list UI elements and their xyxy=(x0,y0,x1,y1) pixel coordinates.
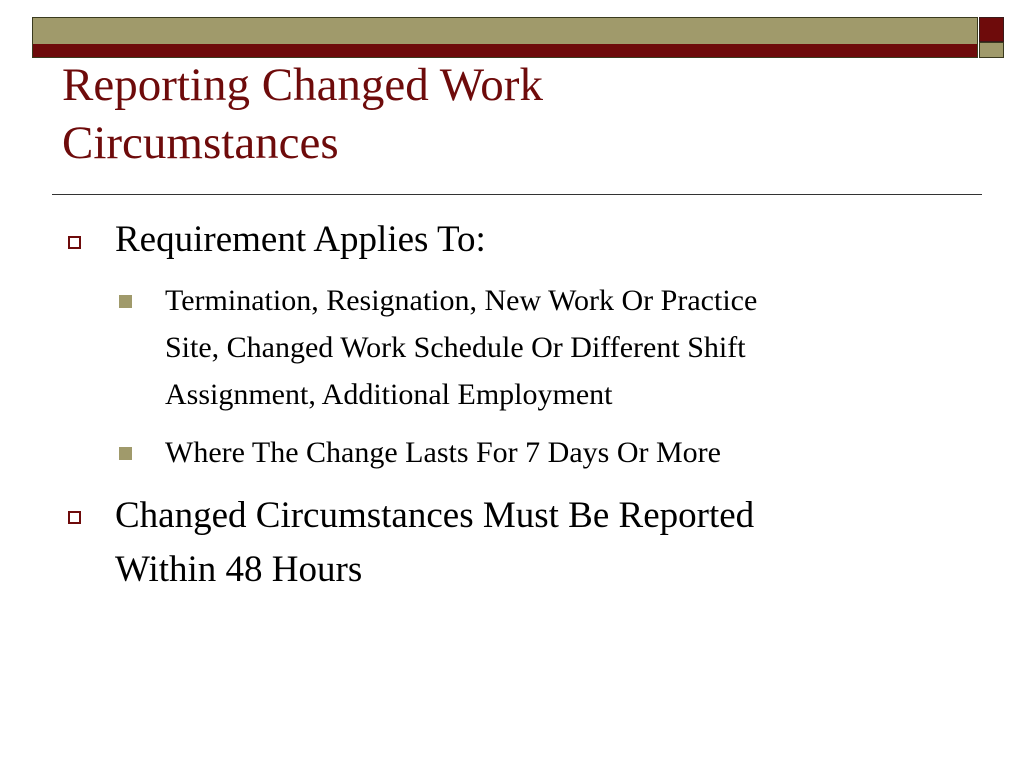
bullet-requirement xyxy=(115,213,955,267)
sub-bullet-duration xyxy=(165,429,965,476)
sub-bullet-line: Assignment, Additional Employment xyxy=(165,378,613,411)
bullet-line: Within 48 Hours xyxy=(115,549,363,590)
bullet-reporting-deadline xyxy=(115,489,955,597)
slide-title-line: Circumstances xyxy=(62,117,339,169)
sub-bullet-termination xyxy=(165,277,965,418)
bullet-text: Requirement Applies To: xyxy=(115,219,486,260)
hollow-square-icon xyxy=(68,236,81,249)
sub-bullet-line: Site, Changed Work Schedule Or Different Shift xyxy=(165,331,746,364)
sub-bullet-line: Where The Change Lasts For 7 Days Or More xyxy=(165,436,721,469)
filled-square-icon xyxy=(119,447,132,460)
sub-bullet-line: Termination, Resignation, New Work Or Practice xyxy=(165,284,758,317)
hollow-square-icon xyxy=(68,511,81,524)
bullet-line: Changed Circumstances Must Be Reported xyxy=(115,495,755,536)
slide-title-line: Reporting Changed Work xyxy=(62,59,543,111)
filled-square-icon xyxy=(119,295,132,308)
